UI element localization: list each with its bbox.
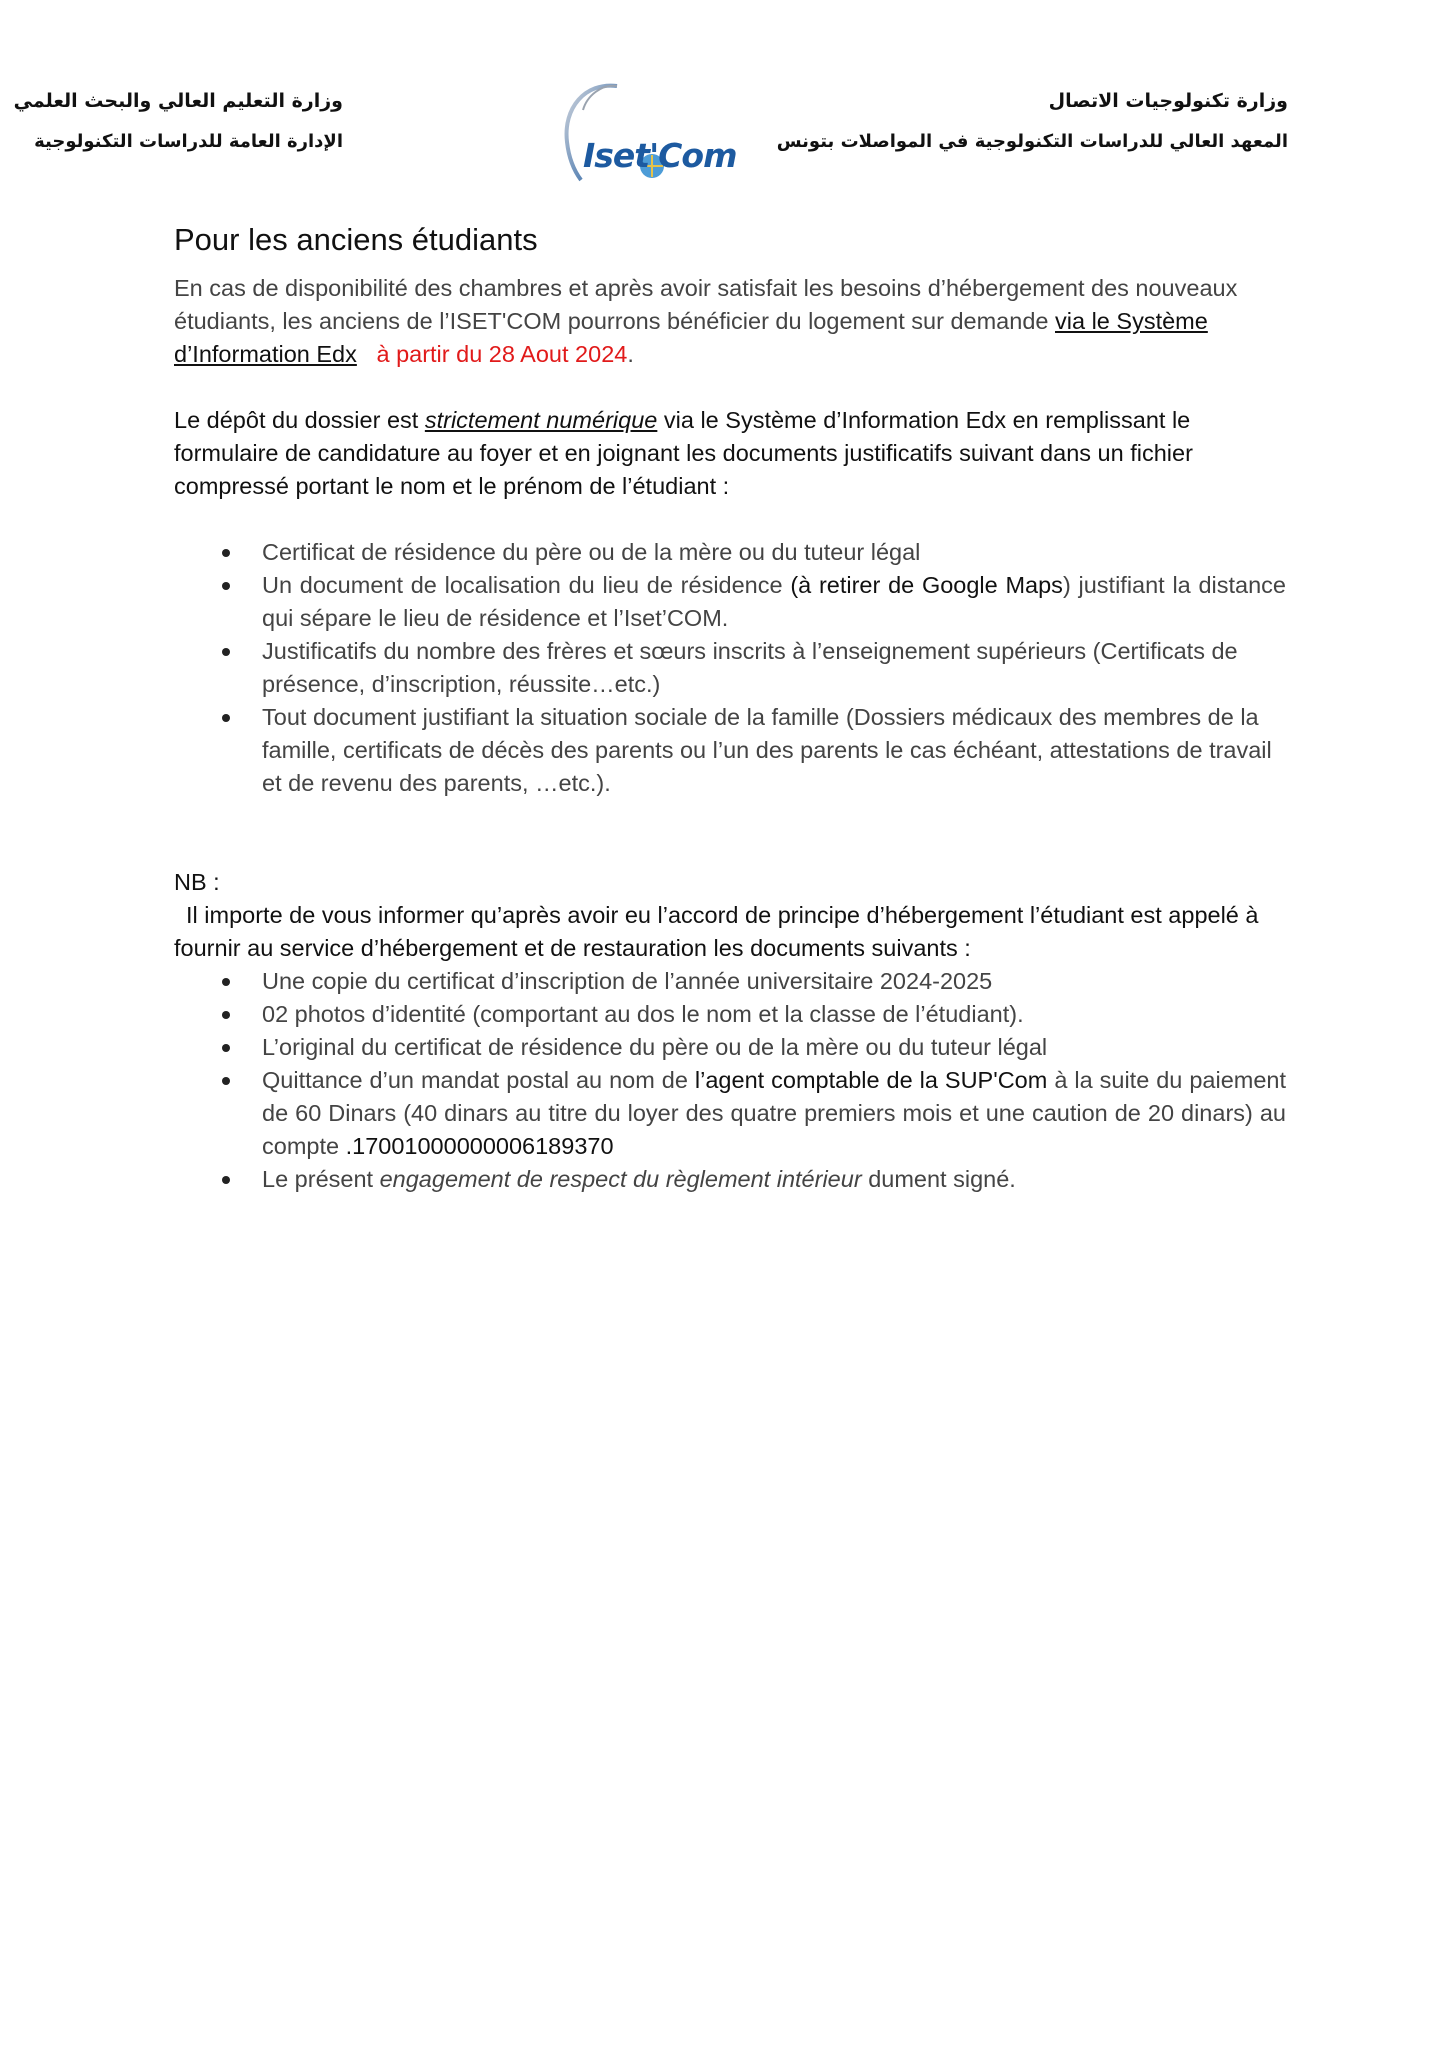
general-directorate: الإدارة العامة للدراسات التكنولوجية (34, 131, 343, 152)
intro-text: En cas de disponibilité des chambres et après avoir satisfait les besoins d’hébergement des nouveaux étudiants, les anciens de l’ISET'COM pourrons bénéficier du logement sur demande (174, 275, 1238, 334)
nb-label: NB : (174, 869, 220, 895)
bullet-icon (222, 1077, 230, 1085)
bullet-icon (222, 1044, 230, 1052)
list-item: Le présent engagement de respect du règlement intérieur dument signé. (174, 1163, 1286, 1196)
bullet-icon (222, 1011, 230, 1019)
list-item: L’original du certificat de résidence du père ou de la mère ou du tuteur légal (174, 1031, 1286, 1064)
ministry-communication-tech: وزارة تكنولوجيات الاتصال (1048, 90, 1288, 112)
edx-link[interactable]: via le Système d’Information Edx (174, 308, 1208, 367)
bullet-icon (222, 978, 230, 986)
depot-paragraph (174, 404, 1286, 503)
document-body (174, 222, 1286, 1196)
depot-part1: Le dépôt du dossier est (174, 407, 419, 433)
ministry-higher-education: وزارة التعليم العالي والبحث العلمي (13, 90, 343, 112)
list-item: Justificatifs du nombre des frères et sœurs inscrits à l’enseignement supérieurs (Certificats de présence, d’inscription, réussite…etc.) (174, 635, 1286, 701)
bullet-icon (222, 582, 230, 590)
bullet-icon (222, 648, 230, 656)
bullet-icon (222, 714, 230, 722)
logo-wordmark: Iset'Com (583, 136, 737, 175)
bullet-icon (222, 1176, 230, 1184)
bullet-icon (222, 549, 230, 557)
list-item: 02 photos d’identité (comportant au dos le nom et la classe de l’étudiant). (174, 998, 1286, 1031)
acceptance-documents-list (174, 965, 1286, 1196)
depot-part2: via le Système d’Information Edx en remplissant le formulaire de candidature au foyer et en joignant les documents justificatifs suivant dans un fichier compressé portant le nom et le prénom de l’étudiant : (174, 407, 1193, 499)
intro-period: . (627, 341, 634, 367)
nb-paragraph: Il importe de vous informer qu’après avoir eu l’accord de principe d’hébergement l’étudiant est appelé à fournir au service d’hébergement et de restauration les documents suivants : (174, 902, 1259, 961)
depot-emphasis: strictement numérique (424, 407, 658, 433)
agent-comptable: l’agent comptable de la SUP'Com (694, 1067, 1048, 1093)
intro-paragraph (174, 272, 1286, 371)
account-number: .17001000000006189370 (345, 1133, 614, 1159)
list-item: Tout document justifiant la situation sociale de la famille (Dossiers médicaux des membres de la famille, certificats de décès des parents ou l’un des parents le cas échéant, attestations de travail et de revenu des parents, …etc.). (174, 701, 1286, 800)
engagement-reglement: engagement de respect du règlement intérieur (379, 1166, 862, 1192)
institute-name: المعهد العالي للدراسات التكنولوجية في المواصلات بتونس (776, 131, 1288, 152)
list-item: Certificat de résidence du père ou de la mère ou du tuteur légal (174, 536, 1286, 569)
section-title: Pour les anciens étudiants (174, 222, 538, 257)
list-item: Un document de localisation du lieu de résidence (à retirer de Google Maps) justifiant la distance qui sépare le lieu de résidence et l’Iset’COM. (174, 569, 1286, 635)
list-item: Quittance d’un mandat postal au nom de l’agent comptable de la SUP'Com à la suite du paiement de 60 Dinars (40 dinars au titre du loyer des quatre premiers mois et une caution de 20 dinars) au compte .17001000000006189370 (174, 1064, 1286, 1163)
list-item: Une copie du certificat d’inscription de l’année universitaire 2024-2025 (174, 965, 1286, 998)
required-documents-list (174, 536, 1286, 800)
start-date: à partir du 28 Aout 2024 (376, 341, 628, 367)
letterhead (0, 0, 1448, 200)
isetcom-logo (545, 80, 737, 185)
google-maps-note: (à retirer de Google Maps (790, 572, 1063, 598)
